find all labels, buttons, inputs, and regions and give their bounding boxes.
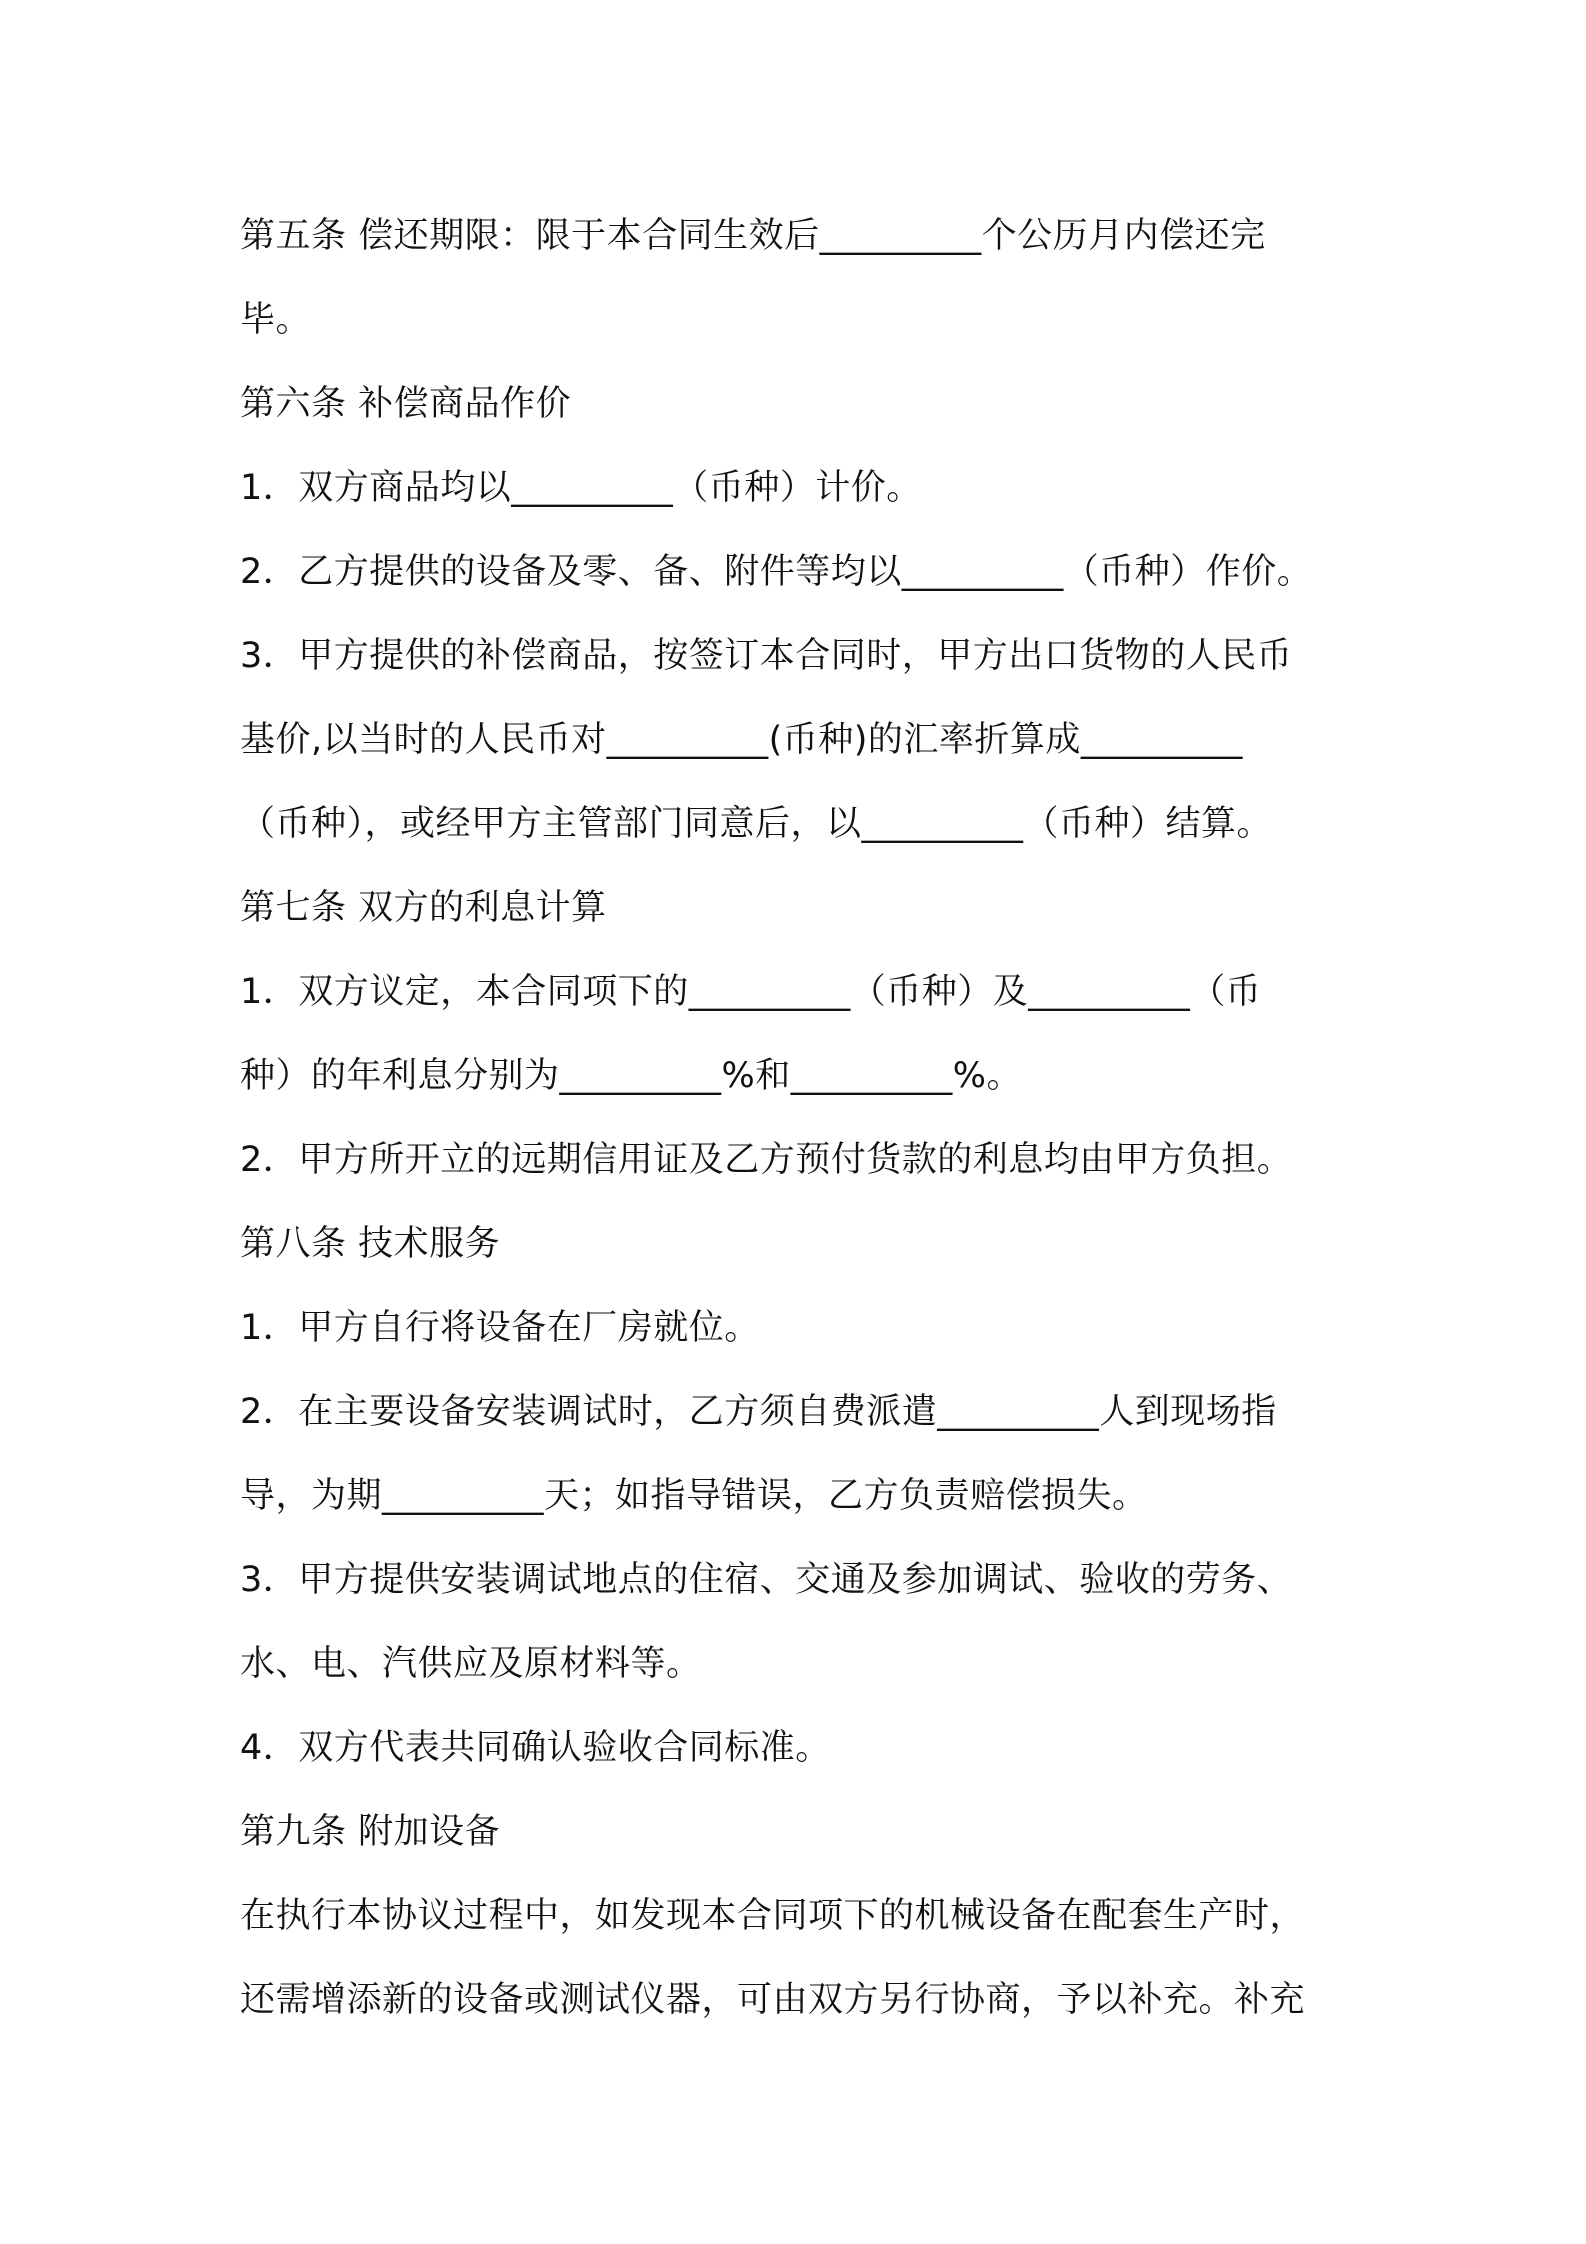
article-8-clause-3: 3．甲方提供安装调试地点的住宿、交通及参加调试、验收的劳务、 <box>240 1560 1293 1600</box>
article-8-clause-3-cont: 水、电、汽供应及原材料等。 <box>240 1644 702 1684</box>
article-7-clause-1: 1．双方议定，本合同项下的_________（币种）及_________（币 <box>240 972 1262 1012</box>
article-6-clause-3: 3．甲方提供的补偿商品，按签订本合同时，甲方出口货物的人民币 <box>240 636 1293 676</box>
article-6-heading: 第六条 补偿商品作价 <box>240 384 572 424</box>
article-8-clause-4: 4．双方代表共同确认验收合同标准。 <box>240 1728 831 1768</box>
article-9-paragraph-cont: 还需增添新的设备或测试仪器，可由双方另行协商，予以补充。补充 <box>240 1980 1306 2020</box>
article-8-heading: 第八条 技术服务 <box>240 1224 501 1264</box>
article-7-clause-2: 2．甲方所开立的远期信用证及乙方预付货款的利息均由甲方负担。 <box>240 1140 1293 1180</box>
article-9-heading: 第九条 附加设备 <box>240 1812 501 1852</box>
article-5-repayment-term: 第五条 偿还期限：限于本合同生效后_________个公历月内偿还完 <box>240 216 1266 256</box>
article-8-clause-1: 1．甲方自行将设备在厂房就位。 <box>240 1308 760 1348</box>
article-6-clause-2: 2．乙方提供的设备及零、备、附件等均以_________（币种）作价。 <box>240 552 1313 592</box>
article-5-repayment-term-cont: 毕。 <box>240 300 312 340</box>
article-6-clause-1: 1．双方商品均以_________（币种）计价。 <box>240 468 922 508</box>
document-body <box>240 194 1380 2042</box>
article-6-clause-3-cont: （币种），或经甲方主管部门同意后，以_________（币种）结算。 <box>240 804 1273 844</box>
article-7-clause-1-cont: 种）的年利息分别为_________%和_________%。 <box>240 1056 1023 1096</box>
article-6-clause-3-cont: 基价,以当时的人民币对_________(币种)的汇率折算成_________ <box>240 720 1243 760</box>
article-9-paragraph: 在执行本协议过程中，如发现本合同项下的机械设备在配套生产时， <box>240 1896 1306 1936</box>
article-8-clause-2: 2．在主要设备安装调试时，乙方须自费派遣_________人到现场指 <box>240 1392 1277 1432</box>
article-8-clause-2-cont: 导，为期_________天；如指导错误，乙方负责赔偿损失。 <box>240 1476 1148 1516</box>
article-7-heading: 第七条 双方的利息计算 <box>240 888 607 928</box>
